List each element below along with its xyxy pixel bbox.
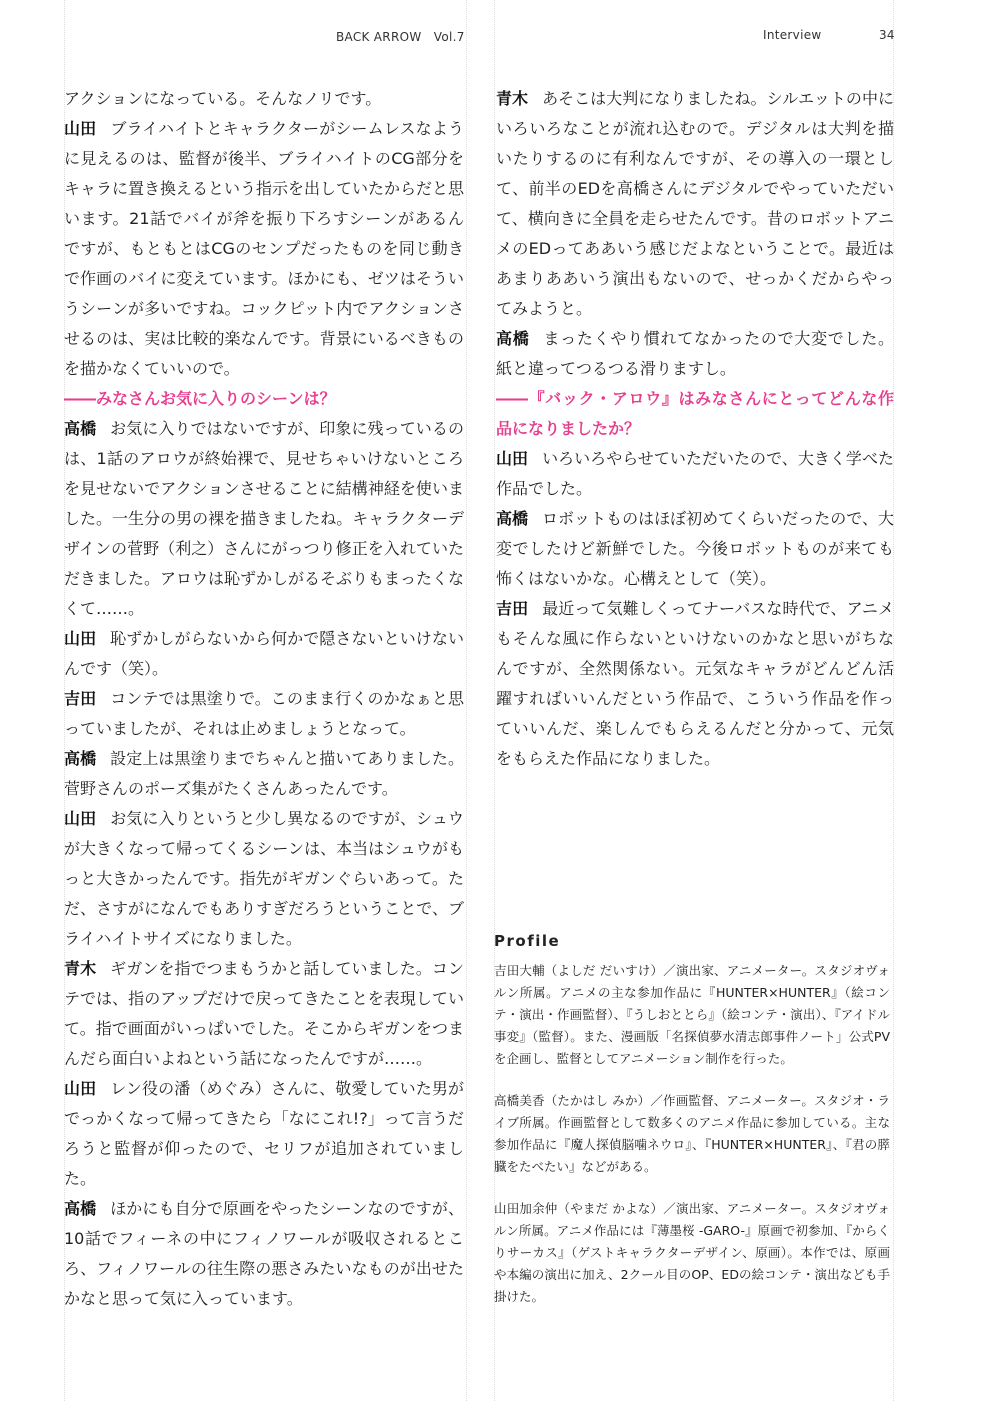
magazine-title: BACK ARROW Vol.7 [336, 30, 465, 44]
dialogue-paragraph [64, 684, 464, 744]
speaker-name: 山田 [64, 629, 97, 648]
dialogue-paragraph [64, 744, 464, 804]
question-text: ――みなさんお気に入りのシーンは？ [64, 389, 336, 408]
dialogue-text: 恥ずかしがらないから何かで隠さないといけないんです（笑）。 [64, 629, 464, 678]
column-guide-line [466, 0, 467, 1401]
speaker-name: 青木 [496, 89, 529, 108]
profile-entry-takahashi: 高橋美香（たかはし みか）／作画監督、アニメーター。スタジオ・ライブ所属。作画監督として数多くのアニメ作品に参加している。主な参加作品に『魔人探偵脳噛ネウロ』、『HUNTER×HUNTER』、『君の膵臓をたべたい』などがある。 [494, 1093, 890, 1174]
dialogue-text: あそこは大判になりましたね。シルエットの中にいろいろなことが流れ込むので。デジタルは大判を描いたりするのに有利なんですが、その導入の一環として、前半のEDを高橋さんにデジタルでやっていただいて、横向きに全員を走らせたんです。昔のロボットアニメのEDってああいう感じだよなということで。最近はあまりああいう演出もないので、せっかくだからやってみようと。 [496, 89, 894, 318]
dialogue-text: アクションになっている。そんなノリです。 [64, 89, 382, 108]
dialogue-paragraph [64, 414, 464, 624]
dialogue-paragraph [496, 504, 894, 594]
dialogue-text: コンテでは黒塗りで。このまま行くのかなぁと思っていましたが、それは止めましょうとなって。 [64, 689, 464, 738]
dialogue-text: ギガンを指でつまもうかと話していました。コンテでは、指のアップだけで戻ってきたことを表現していて。指で画面がいっぱいでした。そこからギガンをつまんだら面白いよねという話になったんですが……。 [64, 959, 464, 1068]
dialogue-text: ブライハイトとキャラクターがシームレスなように見えるのは、監督が後半、ブライハイトのCG部分をキャラに置き換えるという指示を出していたからだと思います。21話でバイが斧を振り下ろすシーンがあるんですが、もともとはCGのセンプだったものを同じ動きで作画のバイに変えています。ほかにも、ゼツはそういうシーンが多いですね。コックピット内でアクションさせるのは、実は比較的楽なんです。背景にいるべきものを描かなくていいので。 [64, 119, 465, 378]
right-column [496, 84, 894, 774]
dialogue-paragraph [496, 84, 894, 324]
dialogue-paragraph [496, 324, 894, 384]
speaker-name: 青木 [64, 959, 97, 978]
speaker-name: 高橋 [64, 419, 97, 438]
speaker-name: 山田 [496, 449, 529, 468]
page-number: 34 [879, 28, 895, 42]
dialogue-text: 最近って気難しくってナーバスな時代で、アニメもそんな風に作らないといけないのかなと思いがちなんですが、全然関係ない。元気なキャラがどんどん活躍すればいいんだという作品で、こういう作品を作っていいんだ、楽しんでもらえるんだと分かって、元気をもらえた作品になりました。 [496, 599, 894, 768]
dialogue-text: いろいろやらせていただいたので、大きく学べた作品でした。 [496, 449, 894, 498]
dialogue-text: 設定上は黒塗りまでちゃんと描いてありました。菅野さんのポーズ集がたくさんあったんです。 [64, 749, 464, 798]
speaker-name: 山田 [64, 119, 97, 138]
interviewer-question [64, 384, 464, 414]
dialogue-text: ロボットものはほぼ初めてくらいだったので、大変でしたけど新鮮でした。今後ロボットものが来ても怖くはないかな。心構えとして（笑）。 [496, 509, 894, 588]
dialogue-paragraph [64, 954, 464, 1074]
profile-heading: Profile [494, 932, 561, 950]
speaker-name: 高橋 [496, 509, 529, 528]
left-column [64, 84, 464, 1314]
interviewer-question [496, 384, 894, 444]
dialogue-paragraph [64, 1194, 464, 1314]
speaker-name: 高橋 [64, 1199, 97, 1218]
profile-entry-yamada: 山田加余仲（やまだ かよな）／演出家、アニメーター。スタジオヴォルン所属。アニメ作品には『薄墨桜 -GARO-』原画で初参加、『からくりサーカス』（ゲストキャラクターデザイン、原画）。本作では、原画や本編の演出に加え、2クール目のOP、EDの絵コンテ・演出なども手掛けた。 [494, 1201, 890, 1304]
dialogue-paragraph [64, 114, 464, 384]
speaker-name: 高橋 [496, 329, 530, 348]
speaker-name: 吉田 [64, 689, 97, 708]
dialogue-text: ほかにも自分で原画をやったシーンなのですが、10話でフィーネの中にフィノワールが吸収されるところ、フィノワールの往生際の悪さみたいなものが出せたかなと思って気に入っています。 [64, 1199, 464, 1308]
dialogue-paragraph [496, 444, 894, 504]
dialogue-text: まったくやり慣れてなかったので大変でした。紙と違ってつるつる滑りますし。 [496, 329, 894, 378]
dialogue-paragraph [64, 84, 464, 114]
dialogue-text: お気に入りというと少し異なるのですが、シュウが大きくなって帰ってくるシーンは、本当はシュウがもっと大きかったんです。指先がギガンぐらいあって。ただ、さすがになんでもありすぎだろうということで、ブライハイトサイズになりました。 [64, 809, 464, 948]
question-text: ――『バック・アロウ』はみなさんにとってどんな作品になりましたか？ [496, 389, 894, 438]
dialogue-paragraph [496, 594, 894, 774]
speaker-name: 山田 [64, 809, 97, 828]
profile-entry-yoshida: 吉田大輔（よしだ だいすけ）／演出家、アニメーター。スタジオヴォルン所属。アニメの主な参加作品に『HUNTER×HUNTER』（絵コンテ・演出・作画監督）、『うしおととら』（絵コンテ・演出）、『アイドル事変』（監督）。また、漫画版「名探偵夢水清志郎事件ノート」公式PVを企画し、監督としてアニメーション制作を行った。 [494, 963, 890, 1066]
speaker-name: 吉田 [496, 599, 529, 618]
speaker-name: 山田 [64, 1079, 97, 1098]
section-title: Interview [763, 28, 822, 42]
profile-section [494, 932, 890, 1328]
dialogue-paragraph [64, 624, 464, 684]
dialogue-paragraph [64, 1074, 464, 1194]
dialogue-paragraph [64, 804, 464, 954]
dialogue-text: レン役の潘（めぐみ）さんに、敬愛していた男がでっかくなって帰ってきたら「なにこれ!?」って言うだろうと監督が仰ったので、セリフが追加されていました。 [64, 1079, 464, 1188]
speaker-name: 高橋 [64, 749, 97, 768]
dialogue-text: お気に入りではないですが、印象に残っているのは、1話のアロウが終始裸で、見せちゃいけないところを見せないでアクションさせることに結構神経を使いました。一生分の男の裸を描きましたね。キャラクターデザインの菅野（利之）さんにがっつり修正を入れていただきました。アロウは恥ずかしがるそぶりもまったくなくて……。 [64, 419, 465, 618]
